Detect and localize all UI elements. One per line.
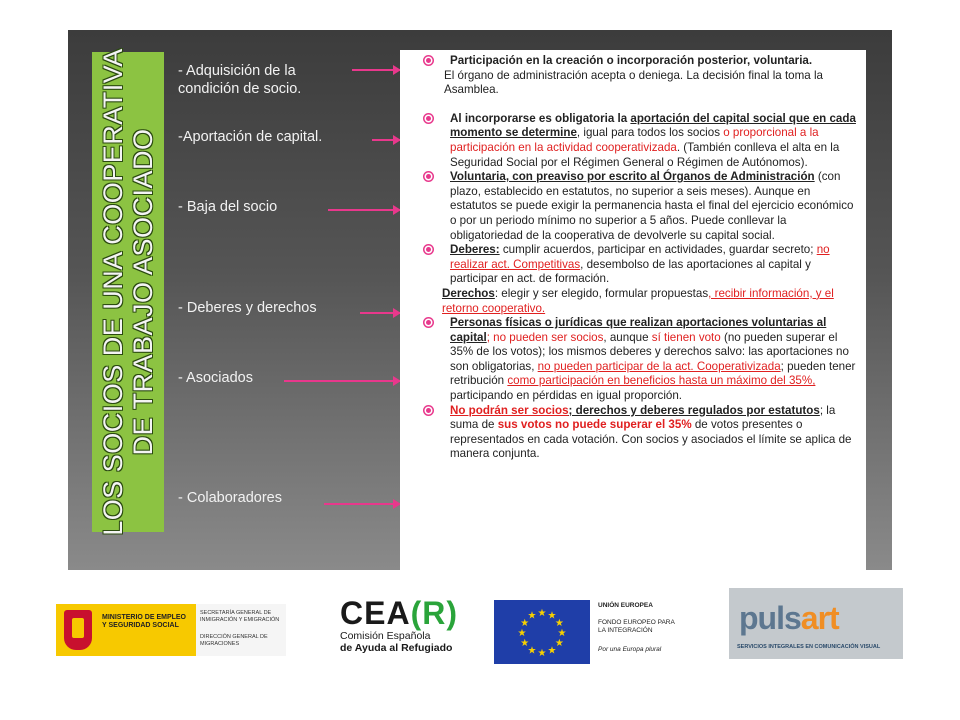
pulsart-logo: pulsart SERVICIOS INTEGRALES EN COMUNICACIÓN VISUAL — [729, 588, 903, 659]
bullet-icon — [426, 247, 431, 252]
eu-star-icon: ★ — [527, 610, 537, 622]
title-line-1: LOS SOCIOS DE UNA COOPERATIVA — [98, 48, 128, 536]
list-item: Personas físicas o jurídicas que realizan aportaciones voluntarias al capital; no pueden ser socios, aunque sí tienen voto (no pueden superar el 35% de los votos); los mismos deberes y derechos salvo: las aportaciones no son obligatorias, no pueden participar de la act. Cooperativizada; pueden tener retribución como participación en beneficios hasta un máximo del 35%, participando en pérdidas en igual proporción. — [410, 316, 858, 404]
ministry-name: MINISTERIO DE EMPLEO Y SEGURIDAD SOCIAL — [102, 614, 187, 629]
item-1-heading: Participación en la creación o incorporación posterior, voluntaria. — [450, 54, 813, 67]
bullet-icon — [426, 174, 431, 179]
eu-flag-icon — [494, 600, 590, 664]
list-item: Al incorporarse es obligatoria la aportación del capital social que en cada momento se determine, igual para todos los socios o proporcional a la participación en la actividad cooperativizada. (También conlleva el alta en la Seguridad Social por el Régimen General o Régimen de Autónomos). — [410, 112, 858, 170]
label-adquisicion: - Adquisición de la condición de socio. — [178, 63, 302, 97]
eu-star-icon: ★ — [554, 618, 564, 629]
logo-strip — [0, 584, 960, 674]
vertical-title-banner — [92, 48, 164, 536]
arrow-6 — [324, 503, 400, 505]
label-colaboradores: - Colaboradores — [178, 490, 282, 506]
label-baja: - Baja del socio — [178, 199, 278, 215]
content-panel — [400, 50, 866, 570]
list-item: Deberes: cumplir acuerdos, participar en actividades, guardar secreto; no realizar act. Competitivas, desembolso de las aportaciones al capital y participar en act. de formación. — [410, 243, 858, 287]
list-item — [410, 54, 858, 69]
arrow-3 — [328, 209, 400, 211]
derechos-text: Derechos: elegir y ser elegido, formular propuestas, recibir información, y el retorno cooperativo. — [442, 286, 834, 315]
arrow-4 — [360, 312, 400, 314]
arrow-5 — [284, 380, 400, 382]
cear-logo: CEA(R) Comisión Española de Ayuda al Refugiado — [340, 595, 458, 654]
bullet-icon — [426, 58, 431, 63]
bullet-icon — [426, 320, 431, 325]
eu-star-icon: ★ — [520, 638, 530, 649]
spain-shield-icon — [64, 610, 92, 650]
bullet-icon — [426, 116, 431, 121]
label-aportacion: -Aportación de capital. — [178, 129, 323, 145]
bullet-icon — [426, 408, 431, 413]
ministry-right-panel: SECRETARÍA GENERAL DE INMIGRACIÓN Y EMIGRACIÓN DIRECCIÓN GENERAL DE MIGRACIONES — [196, 604, 286, 656]
eu-star-icon: ★ — [547, 645, 557, 657]
item-1-text: El órgano de administración acepta o deniega. La decisión final la toma la Asamblea. — [444, 68, 823, 97]
eu-star-icon: ★ — [527, 645, 537, 657]
title-line-2: DE TRABAJO ASOCIADO — [128, 128, 158, 456]
list-item: No podrán ser socios; derechos y deberes regulados por estatutos; la suma de sus votos no puede superar el 35% de votos presentes o representados en cada votación. Con socios y asociados el límite se aplica de manera conjunta. — [410, 404, 858, 462]
arrow-1 — [352, 69, 400, 71]
eu-star-icon: ★ — [557, 628, 567, 639]
eu-text: UNIÓN EUROPEA FONDO EUROPEO PARA LA INTEGRACIÓN Por una Europa plural — [598, 602, 675, 653]
eu-star-icon: ★ — [520, 618, 530, 629]
eu-star-icon: ★ — [517, 628, 527, 639]
label-deberes: - Deberes y derechos — [178, 300, 317, 316]
eu-star-icon: ★ — [554, 638, 564, 649]
label-asociados: - Asociados — [178, 370, 253, 386]
eu-star-icon: ★ — [537, 608, 547, 619]
eu-star-icon: ★ — [537, 648, 547, 659]
arrow-2 — [372, 139, 400, 141]
eu-star-icon: ★ — [547, 610, 557, 622]
ministry-logo — [56, 604, 286, 656]
list-item: Voluntaria, con preaviso por escrito al Órganos de Administración (con plazo, establecido en estatutos, no superior a seis meses). Aunque en estatutos se puede exigir la permanencia hasta el final del ejercicio económico o por un periodo mínimo no superior a 5 años. Puede conllevar la obligatoriedad de la cooperativa de devolverle su capital social. — [410, 170, 858, 243]
